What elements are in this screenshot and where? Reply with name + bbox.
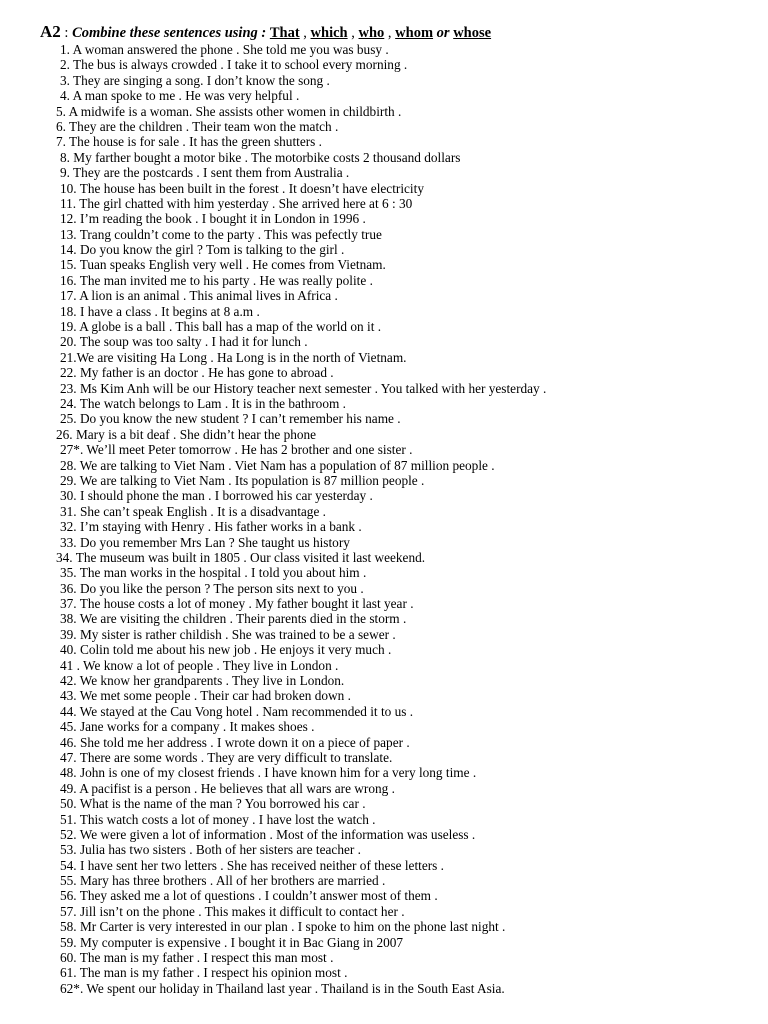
exercise-label: A2 [40,22,61,41]
sentence-item: 18. I have a class . It begins at 8 a.m . [60,303,260,319]
sentence-item: 13. Trang couldn’t come to the party . This was pefectly true [60,226,382,242]
sentence-item: 5. A midwife is a woman. She assists other women in childbirth . [56,103,402,119]
sentence-item: 31. She can’t speak English . It is a disadvantage . [60,503,327,519]
sentence-item: 1. A woman answered the phone . She told me you was busy . [60,42,389,57]
sentence-item: 36. Do you like the person ? The person sits next to you . [60,580,364,596]
sentence-item: 22. My father is an doctor . He has gone to abroad . [60,365,334,381]
sentence-item: 4. A man spoke to me . He was very helpful . [60,88,300,104]
sentence-item: 62*. We spent our holiday in Thailand last year . Thailand is in the South East Asia. [60,980,505,996]
sentence-item: 21.We are visiting Ha Long . Ha Long is in the north of Vietnam. [60,349,407,365]
sentence-item: 60. The man is my father . I respect this man most . [60,950,334,966]
keyword-whom: whom [395,25,434,41]
sentence-item: 58. Mr Carter is very interested in our plan . I spoke to him on the phone last night . [60,919,506,935]
sentence-item: 45. Jane works for a company . It makes shoes . [60,719,315,735]
sentence-item: 3. They are singing a song. I don’t know the song . [60,72,330,88]
sentence-item: 32. I’m staying with Henry . His father works in a bank . [60,519,362,535]
sentence-item: 33. Do you remember Mrs Lan ? She taught us history [60,534,350,550]
sentence-item: 50. What is the name of the man ? You borrowed his car . [60,796,366,812]
sentence-item: 61. The man is my father . I respect his opinion most . [60,965,348,981]
keyword-or: or [433,25,454,41]
sentence-item: 46. She told me her address . I wrote down it on a piece of paper . [60,734,410,750]
sentence-item: 2. The bus is always crowded . I take it to school every morning . [60,57,408,73]
keyword-comma-3: , [384,25,396,41]
sentence-item: 43. We met some people . Their car had broken down . [60,688,351,704]
sentence-item: 23. Ms Kim Anh will be our History teacher next semester . You talked with her yesterday . [60,380,547,396]
sentence-item: 41 . We know a lot of people . They live in London . [60,657,339,673]
sentence-item: 53. Julia has two sisters . Both of her sisters are teacher . [60,842,361,858]
exercise-heading [40,22,491,43]
sentence-item: 39. My sister is rather childish . She was trained to be a sewer . [60,626,396,642]
sentence-item: 7. The house is for sale . It has the green shutters . [56,134,322,150]
sentence-list [56,42,756,996]
sentence-item: 12. I’m reading the book . I bought it in London in 1996 . [60,211,366,227]
keyword-which: which [310,25,348,41]
exercise-instruction: Combine these sentences using : [72,25,267,41]
sentence-item: 48. John is one of my closest friends . I have known him for a very long time . [60,765,477,781]
keyword-comma-2: , [347,25,359,41]
sentence-item: 51. This watch costs a lot of money . I have lost the watch . [60,811,376,827]
sentence-item: 10. The house has been built in the forest . It doesn’t have electricity [60,180,424,196]
sentence-item: 42. We know her grandparents . They live in London. [60,673,345,689]
sentence-item: 57. Jill isn’t on the phone . This makes it difficult to contact her . [60,903,405,919]
sentence-item: 35. The man works in the hospital . I told you about him . [60,565,367,581]
sentence-item: 54. I have sent her two letters . She has received neither of these letters . [60,857,444,873]
sentence-item: 47. There are some words . They are very difficult to translate. [60,749,393,765]
sentence-item: 38. We are visiting the children . Their parents died in the storm . [60,611,407,627]
sentence-item: 34. The museum was built in 1805 . Our class visited it last weekend. [56,549,426,565]
keyword-whose: whose [453,25,492,41]
sentence-item: 29. We are talking to Viet Nam . Its population is 87 million people . [60,472,425,488]
sentence-item: 17. A lion is an animal . This animal lives in Africa . [60,288,338,304]
sentence-item: 14. Do you know the girl ? Tom is talking to the girl . [60,242,345,258]
sentence-item: 25. Do you know the new student ? I can’t remember his name . [60,411,401,427]
sentence-item: 16. The man invited me to his party . He was really polite . [60,272,373,288]
sentence-item: 20. The soup was too salty . I had it for lunch . [60,334,308,350]
sentence-item: 44. We stayed at the Cau Vong hotel . Nam recommended it to us . [60,703,414,719]
sentence-item: 59. My computer is expensive . I bought it in Bac Giang in 2007 [60,934,404,950]
heading-separator: : [60,25,73,41]
sentence-item: 19. A globe is a ball . This ball has a map of the world on it . [60,319,382,335]
sentence-item: 28. We are talking to Viet Nam . Viet Nam has a population of 87 million people . [60,457,495,473]
keyword-who: who [358,25,385,41]
sentence-item: 6. They are the children . Their team won the match . [56,118,339,134]
sentence-item: 15. Tuan speaks English very well . He comes from Vietnam. [60,257,386,273]
sentence-item: 56. They asked me a lot of questions . I couldn’t answer most of them . [60,888,438,904]
sentence-item: 26. Mary is a bit deaf . She didn’t hear the phone [56,426,317,442]
sentence-item: 40. Colin told me about his new job . He enjoys it very much . [60,642,392,658]
sentence-item: 24. The watch belongs to Lam . It is in the bathroom . [60,395,346,411]
sentence-item: 49. A pacifist is a person . He believes that all wars are wrong . [60,780,395,796]
sentence-item: 52. We were given a lot of information . Most of the information was useless . [60,826,476,842]
sentence-item: 27*. We’ll meet Peter tomorrow . He has 2 brother and one sister . [60,442,413,458]
sentence-item: 55. Mary has three brothers . All of her brothers are married . [60,873,386,889]
sentence-item: 30. I should phone the man . I borrowed his car yesterday . [60,488,373,504]
sentence-item: 37. The house costs a lot of money . My father bought it last year . [60,596,414,612]
keyword-comma-1: , [299,25,311,41]
sentence-item: 8. My farther bought a motor bike . The motorbike costs 2 thousand dollars [60,149,461,165]
sentence-item: 11. The girl chatted with him yesterday . She arrived here at 6 : 30 [60,195,413,211]
keyword-that: That [269,25,300,41]
sentence-item: 9. They are the postcards . I sent them from Australia . [60,165,350,181]
